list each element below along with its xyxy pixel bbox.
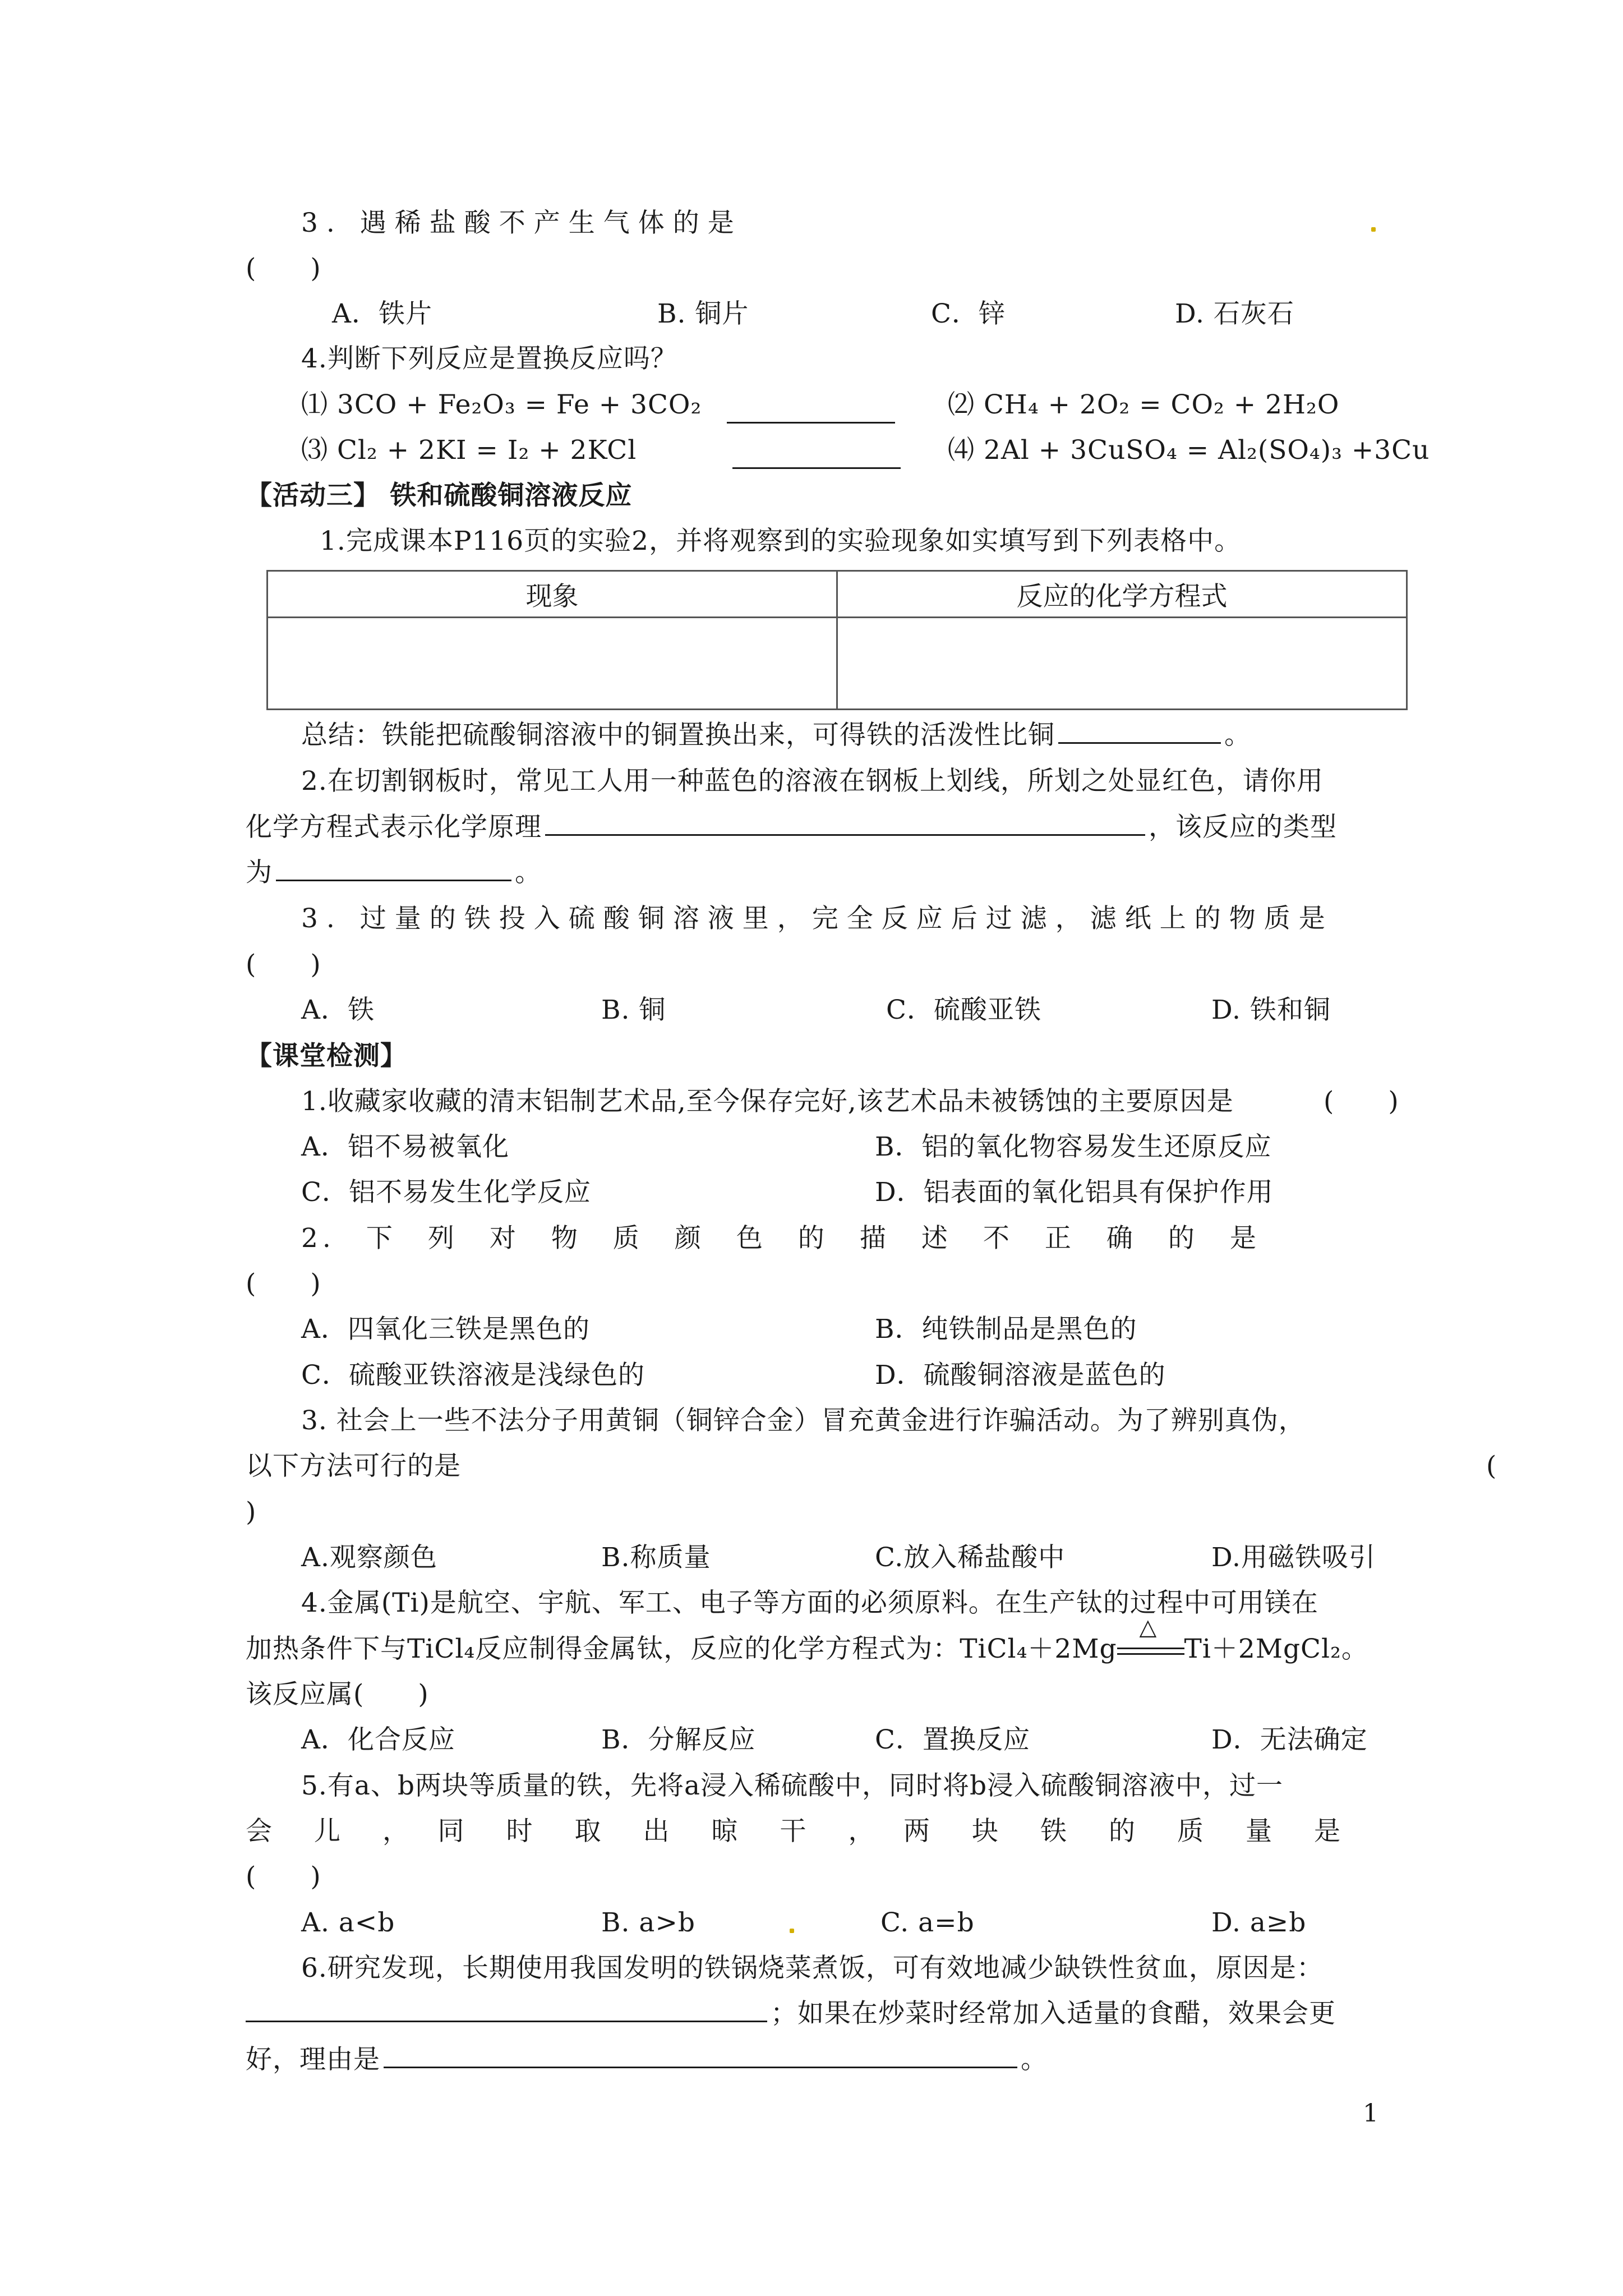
check-q2-option-a[interactable]: A．四氧化三铁是黑色的 (301, 1314, 590, 1345)
q2-line3-end: 。 (515, 857, 542, 888)
q4a-blank-3[interactable] (732, 445, 901, 469)
check-q4-option-b[interactable]: B．分解反应 (601, 1724, 756, 1755)
q3a-option-c[interactable]: C．锌 (931, 298, 1006, 329)
summary-blank[interactable] (1058, 720, 1221, 744)
check-q4-option-c[interactable]: C．置换反应 (875, 1724, 1030, 1755)
check-q3-paren-close: ) (246, 1497, 257, 1527)
activity3-q3-option-c[interactable]: C．硫酸亚铁 (886, 995, 1041, 1025)
q2-type-blank[interactable] (276, 857, 511, 881)
check-q3-option-b[interactable]: B.称质量 (601, 1542, 711, 1573)
check-q1-option-d[interactable]: D．铝表面的氧化铝具有保护作用 (875, 1177, 1274, 1208)
check-q4-option-a[interactable]: A．化合反应 (301, 1724, 455, 1755)
q3a-option-b[interactable]: B. 铜片 (657, 298, 749, 329)
activity3-q3-paren: ( ) (246, 949, 321, 980)
check-q5-option-b[interactable]: B. a>b (601, 1907, 695, 1938)
check-q3-line1: 3. 社会上一些不法分子用黄铜（铜锌合金）冒充黄金进行诈骗活动。为了辨别真伪， (301, 1405, 1306, 1436)
q3a-stem: 3. 遇稀盐酸不产生气体的是 (301, 208, 743, 238)
check-q5-option-c[interactable]: C. a=b (880, 1907, 975, 1938)
activity3-q3-option-d[interactable]: D. 铁和铜 (1211, 995, 1331, 1025)
check-q5-option-a[interactable]: A. a<b (301, 1907, 395, 1938)
table-cell-equation[interactable] (837, 618, 1407, 710)
check-q3-option-d[interactable]: D.用磁铁吸引 (1211, 1542, 1376, 1573)
check-q1-option-a[interactable]: A．铝不易被氧化 (301, 1131, 509, 1162)
observation-table (266, 570, 1408, 710)
check-q3-line2: 以下方法可行的是 (246, 1451, 461, 1481)
check-q1-stem: 1.收藏家收藏的清末铝制艺术品,至今保存完好,该艺术品未被锈蚀的主要原因是 (301, 1086, 1234, 1117)
check-q3-paren-open: ( (1486, 1451, 1497, 1481)
table-header-phenomenon: 现象 (268, 571, 837, 618)
q3a-paren: ( ) (246, 253, 321, 284)
q2-line2-text: 化学方程式表示化学原理 (246, 812, 542, 843)
check-q1-option-c[interactable]: C．铝不易发生化学反应 (301, 1177, 591, 1208)
check-q6-line3 (246, 2042, 1048, 2078)
q2-line2-end: ，该反应的类型 (1149, 812, 1337, 843)
q4a-reaction-3: ⑶ Cl₂ + 2KI = I₂ + 2KCl (301, 435, 637, 466)
heat-condition-arrow (1117, 1614, 1184, 1658)
q6-vinegar-blank[interactable] (384, 2044, 1017, 2068)
q4-equation-left: 加热条件下与TiCl₄反应制得金属钛，反应的化学方程式为：TiCl₄＋2Mg (246, 1634, 1117, 1664)
activity3-q3-option-a[interactable]: A．铁 (301, 995, 375, 1025)
q6-line3-end: 。 (1021, 2044, 1048, 2075)
q6-line2-text: ；如果在炒菜时经常加入适量的食醋，效果会更 (771, 1998, 1336, 2029)
q6-reason-blank[interactable] (246, 1998, 767, 2022)
q6-line3-text: 好，理由是 (246, 2044, 380, 2075)
check-q6-line2 (246, 1996, 1336, 2032)
activity3-q2-line1: 2.在切割钢板时，常见工人用一种蓝色的溶液在钢板上划线，所划之处显红色，请你用 (301, 766, 1324, 797)
activity3-heading: 【活动三】 铁和硫酸铜溶液反应 (246, 480, 633, 511)
check-q2-option-d[interactable]: D．硫酸铜溶液是蓝色的 (875, 1360, 1166, 1391)
page-number: 1 (1363, 2099, 1379, 2128)
check-q4-line1: 4.金属(Ti)是航空、宇航、军工、电子等方面的必须原料。在生产钛的过程中可用镁在 (301, 1588, 1318, 1618)
check-q2-paren: ( ) (246, 1268, 321, 1299)
activity3-q1: 1.完成课本P116页的实验2，并将观察到的实验现象如实填写到下列表格中。 (320, 526, 1242, 556)
q4a-reaction-1: ⑴ 3CO + Fe₂O₃ = Fe + 3CO₂ (301, 389, 702, 420)
check-q3-option-c[interactable]: C.放入稀盐酸中 (875, 1542, 1066, 1573)
check-q4-line2 (246, 1614, 1368, 1667)
check-q1-paren: ( ) (1324, 1086, 1399, 1117)
activity3-q3-stem: 3. 过量的铁投入硫酸铜溶液里，完全反应后过滤，滤纸上的物质是 (301, 903, 1334, 934)
check-q6-line1: 6.研究发现，长期使用我国发明的铁锅烧菜煮饭，可有效地减少缺铁性贫血，原因是： (301, 1953, 1324, 1984)
stray-dot-2 (790, 1929, 794, 1933)
check-q2-option-c[interactable]: C．硫酸亚铁溶液是浅绿色的 (301, 1360, 645, 1391)
activity3-q2-line2 (246, 809, 1337, 845)
summary-end: 。 (1224, 720, 1251, 751)
q4a-reaction-4: ⑷ 2Al + 3CuSO₄ = Al₂(SO₄)₃ +3Cu (948, 435, 1430, 466)
check-heading: 【课堂检测】 (246, 1041, 407, 1071)
check-q5-line2: 会 儿 ， 同 时 取 出 晾 干 ， 两 块 铁 的 质 量 是 (246, 1816, 1348, 1847)
q2-line3-text: 为 (246, 857, 273, 888)
check-q2-option-b[interactable]: B．纯铁制品是黑色的 (875, 1314, 1137, 1345)
q3a-option-d[interactable]: D. 石灰石 (1175, 298, 1294, 329)
check-q5-line1: 5.有a、b两块等质量的铁，先将a浸入稀硫酸中，同时将b浸入硫酸铜溶液中，过一 (301, 1770, 1284, 1801)
q4a-blank-1[interactable] (727, 399, 895, 424)
summary-text: 总结：铁能把硫酸铜溶液中的铜置换出来，可得铁的活泼性比铜 (301, 720, 1055, 751)
check-q2-stem: 2. 下 列 对 物 质 颜 色 的 描 述 不 正 确 的 是 (301, 1223, 1261, 1254)
activity3-q2-line3 (246, 855, 542, 891)
q4a-stem: 4.判断下列反应是置换反应吗？ (301, 343, 677, 374)
activity3-summary (301, 717, 1251, 753)
q4-equation-right: Ti＋2MgCl₂。 (1184, 1634, 1368, 1664)
check-q4-option-d[interactable]: D．无法确定 (1211, 1724, 1368, 1755)
table-cell-phenomenon[interactable] (268, 618, 837, 710)
activity3-q3-option-b[interactable]: B. 铜 (601, 995, 666, 1025)
q4a-reaction-2: ⑵ CH₄ + 2O₂ = CO₂ + 2H₂O (948, 389, 1340, 420)
table-header-equation: 反应的化学方程式 (837, 571, 1407, 618)
check-q5-option-d[interactable]: D. a≥b (1211, 1907, 1307, 1938)
stray-dot (1371, 227, 1376, 232)
check-q5-paren: ( ) (246, 1861, 321, 1892)
check-q4-line3: 该反应属( ) (246, 1679, 429, 1710)
q2-equation-blank[interactable] (545, 812, 1145, 836)
heat-triangle-icon: △ (1139, 1614, 1158, 1640)
check-q3-option-a[interactable]: A.观察颜色 (301, 1542, 437, 1573)
check-q1-option-b[interactable]: B．铝的氧化物容易发生还原反应 (875, 1131, 1272, 1162)
q3a-option-a[interactable]: A．铁片 (332, 298, 432, 329)
